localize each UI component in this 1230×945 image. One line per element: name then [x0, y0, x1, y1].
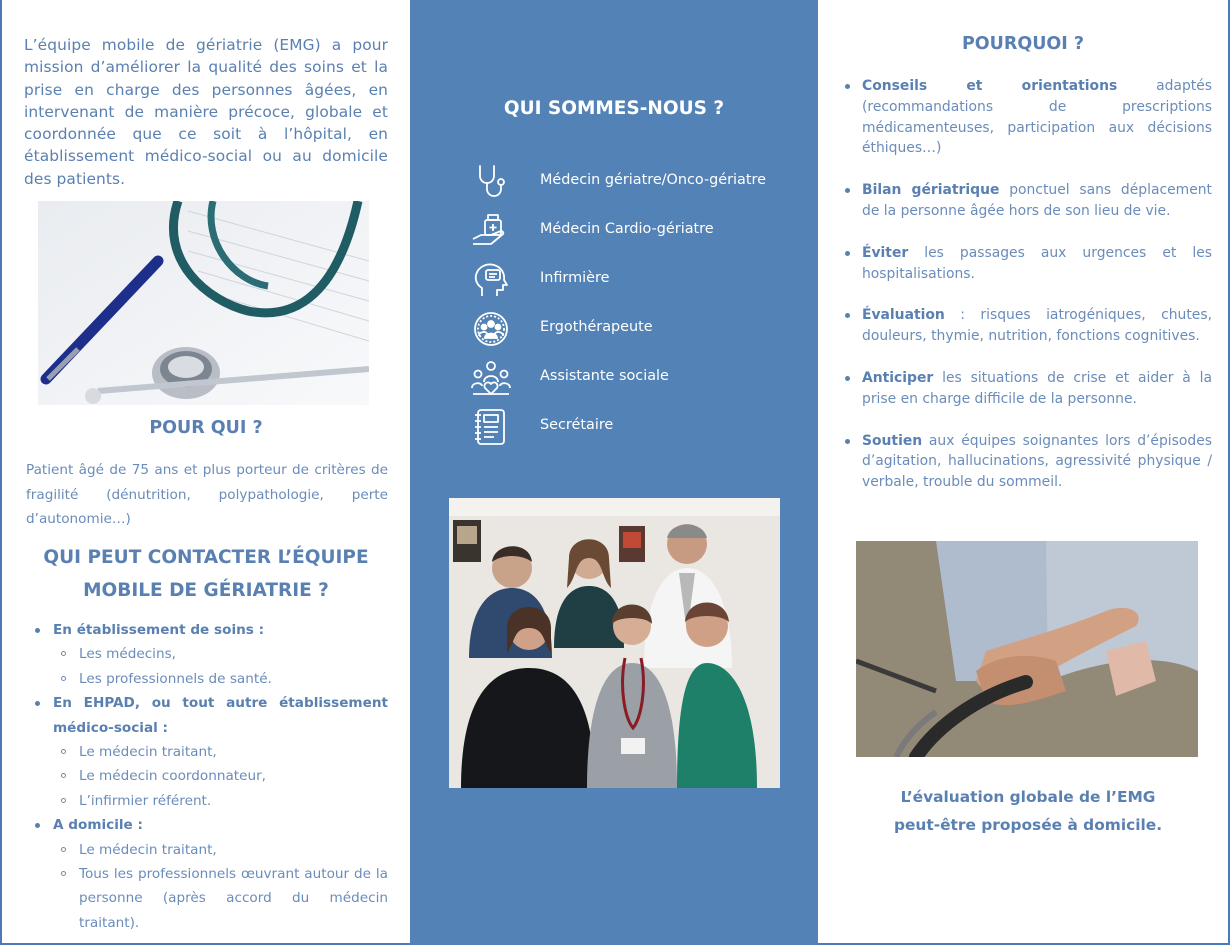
pourquoi-item [834, 431, 1212, 493]
pourquoi-item-bold: Anticiper [862, 369, 934, 386]
contact-item: Tous les professionnels œuvrant autour de la personne (après accord du médecin traitant). [24, 862, 388, 935]
contact-title [24, 541, 388, 607]
pourquoi-item [834, 305, 1212, 347]
stethoscope-photo [38, 201, 369, 405]
pourquoi-item [834, 243, 1212, 285]
contact-title-line2: MOBILE DE GÉRIATRIE ? [83, 580, 329, 601]
pourquoi-item-text: aux équipes soignantes lors d’épisodes d’agitation, hallucinations, agressivité physique / verbale, trouble du sommeil. [862, 432, 1212, 491]
pourquoi-title: POURQUOI ? [961, 34, 1085, 54]
role-label: Secrétaire [540, 417, 614, 433]
contact-group-label: En établissement de soins : [24, 618, 388, 642]
middle-column [410, 0, 818, 945]
qui-sommes-nous-title: QUI SOMMES-NOUS ? [503, 98, 725, 119]
role-item [470, 309, 810, 349]
right-column [818, 0, 1228, 945]
contact-list [24, 618, 388, 935]
eval-note-line2: peut-être proposée à domicile. [893, 815, 1163, 834]
team-photo [449, 498, 780, 788]
role-label: Assistante sociale [540, 368, 669, 384]
eval-note-line1: L’évaluation globale de l’EMG [900, 788, 1156, 806]
pourquoi-item [834, 368, 1212, 410]
role-label: Infirmière [540, 270, 610, 286]
contact-group-label: En EHPAD, ou tout autre établissement médico-social : [24, 691, 388, 740]
eval-note [838, 784, 1218, 839]
contact-item: Le médecin traitant, [24, 740, 388, 764]
intro-text: L’équipe mobile de gériatrie (EMG) a pour mission d’améliorer la qualité des soins et la prise en charge des personnes âgées, en intervenant de manière précoce, globale et coordonnée que ce soit à l’hôpital, en établissement médico-social ou au domicile des patients. [24, 36, 388, 188]
pourquoi-item-text: les passages aux urgences et les hospitalisations. [862, 244, 1212, 282]
role-label: Médecin Cardio-gériatre [540, 221, 714, 237]
pour-qui-text: Patient âgé de 75 ans et plus porteur de critères de fragilité (dénutrition, polypathologie, perte d’autonomie…) [26, 462, 388, 527]
role-item [470, 358, 810, 398]
role-item [470, 162, 810, 202]
pourquoi-item-text: adaptés (recommandations de prescriptions médicamenteuses, participation aux décisions éthiques…) [862, 78, 1212, 157]
pourquoi-item-text: les situations de crise et aider à la prise en charge difficile de la personne. [862, 369, 1212, 407]
pourquoi-item [834, 76, 1212, 159]
role-label: Ergothérapeute [540, 319, 653, 335]
hand-medicine-icon [470, 211, 512, 251]
contact-item: Les médecins, [24, 642, 388, 666]
pourquoi-item-text: ponctuel sans déplacement de la personne âgée hors de son lieu de vie. [862, 182, 1212, 219]
role-item [470, 211, 810, 251]
people-heart-icon [470, 358, 512, 398]
pourquoi-item-bold: Soutien [862, 432, 923, 449]
pourquoi-item-bold: Bilan gériatrique [862, 182, 1000, 199]
pourquoi-item-bold: Évaluation [862, 307, 945, 324]
pourquoi-item-bold: Conseils et orientations [862, 78, 1118, 94]
pour-qui-title: POUR QUI ? [149, 418, 263, 438]
stethoscope-icon [470, 162, 512, 202]
role-label: Médecin gériatre/Onco-gériatre [540, 172, 766, 188]
group-circle-icon [470, 309, 512, 349]
left-column [24, 0, 388, 945]
contact-title-line1: QUI PEUT CONTACTER L’ÉQUIPE [43, 547, 369, 568]
notebook-icon [470, 407, 512, 447]
pourquoi-item [834, 180, 1212, 222]
head-chat-icon [470, 260, 512, 300]
pourquoi-item-bold: Éviter [862, 244, 909, 261]
contact-group-label: A domicile : [24, 813, 388, 837]
walker-hands-photo [856, 541, 1198, 757]
role-item [470, 407, 810, 447]
contact-item: Les professionnels de santé. [24, 667, 388, 691]
pourquoi-list [834, 76, 1212, 514]
role-item [470, 260, 810, 300]
contact-item: L’infirmier référent. [24, 789, 388, 813]
contact-item: Le médecin coordonnateur, [24, 764, 388, 788]
pourquoi-item-text: : risques iatrogéniques, chutes, douleurs, thymie, nutrition, fonctions cognitives. [862, 307, 1212, 345]
contact-item: Le médecin traitant, [24, 838, 388, 862]
page-border-left [0, 0, 2, 945]
